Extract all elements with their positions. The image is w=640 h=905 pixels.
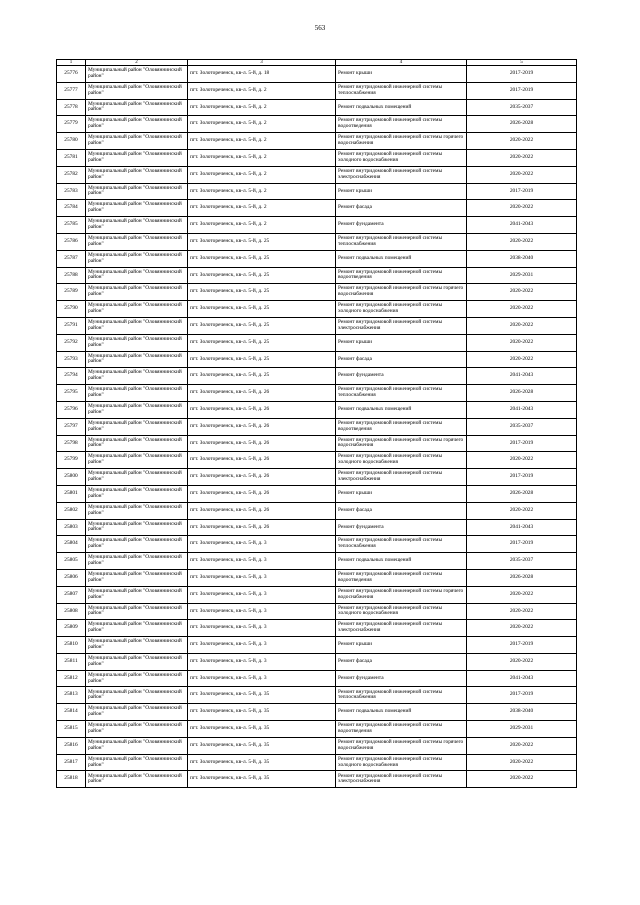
- period-cell: 2020-2022: [467, 284, 577, 301]
- work-type-cell: Ремонт крыши: [336, 183, 467, 200]
- row-number-cell: 25778: [57, 99, 86, 116]
- address-cell: пгт. Золотореченск, кв-л. 5-й, д. 2: [188, 149, 336, 166]
- work-type-cell: Ремонт фундамента: [336, 217, 467, 234]
- address-cell: пгт. Золотореченск, кв-л. 5-й, д. 35: [188, 704, 336, 721]
- district-cell: Муниципальный район "Оловяннинский район": [86, 754, 188, 771]
- work-type-cell: Ремонт фасада: [336, 502, 467, 519]
- table-row: [57, 200, 577, 217]
- period-cell: 2020-2022: [467, 200, 577, 217]
- row-number-cell: 25785: [57, 217, 86, 234]
- row-number-cell: 25780: [57, 133, 86, 150]
- row-number-cell: 25800: [57, 469, 86, 486]
- district-cell: Муниципальный район "Оловяннинский район": [86, 721, 188, 738]
- row-number-cell: 25794: [57, 368, 86, 385]
- address-cell: пгт. Золотореченск, кв-л. 5-й, д. 3: [188, 653, 336, 670]
- table-row: [57, 670, 577, 687]
- work-type-cell: Ремонт внутридомовой инженерной системы электроснабжения: [336, 620, 467, 637]
- period-cell: 2026-2028: [467, 116, 577, 133]
- table-row: [57, 452, 577, 469]
- work-type-cell: Ремонт внутридомовой инженерной системы холодного водоснабжения: [336, 149, 467, 166]
- table-row: [57, 267, 577, 284]
- address-cell: пгт. Золотореченск, кв-л. 5-й, д. 25: [188, 334, 336, 351]
- district-cell: Муниципальный район "Оловяннинский район": [86, 737, 188, 754]
- address-cell: пгт. Золотореченск, кв-л. 5-й, д. 2: [188, 116, 336, 133]
- district-cell: Муниципальный район "Оловяннинский район": [86, 166, 188, 183]
- table-row: [57, 519, 577, 536]
- address-cell: пгт. Золотореченск, кв-л. 5-й, д. 26: [188, 469, 336, 486]
- table-row: [57, 66, 577, 83]
- table-row: [57, 284, 577, 301]
- work-type-cell: Ремонт подвальных помещений: [336, 401, 467, 418]
- table-row: [57, 82, 577, 99]
- table-row: [57, 149, 577, 166]
- district-cell: Муниципальный район "Оловяннинский район": [86, 351, 188, 368]
- address-cell: пгт. Золотореченск, кв-л. 5-й, д. 26: [188, 401, 336, 418]
- period-cell: 2020-2022: [467, 586, 577, 603]
- district-cell: Муниципальный район "Оловяннинский район": [86, 637, 188, 654]
- work-type-cell: Ремонт внутридомовой инженерной системы электроснабжения: [336, 317, 467, 334]
- period-cell: 2020-2022: [467, 771, 577, 788]
- row-number-cell: 25816: [57, 737, 86, 754]
- work-type-cell: Ремонт внутридомовой инженерной системы водоотведения: [336, 116, 467, 133]
- row-number-cell: 25786: [57, 233, 86, 250]
- address-cell: пгт. Золотореченск, кв-л. 5-й, д. 3: [188, 637, 336, 654]
- row-number-cell: 25777: [57, 82, 86, 99]
- address-cell: пгт. Золотореченск, кв-л. 5-й, д. 2: [188, 166, 336, 183]
- address-cell: пгт. Золотореченск, кв-л. 5-й, д. 2: [188, 82, 336, 99]
- period-cell: 2017-2019: [467, 536, 577, 553]
- work-type-cell: Ремонт внутридомовой инженерной системы холодного водоснабжения: [336, 452, 467, 469]
- work-type-cell: Ремонт внутридомовой инженерной системы холодного водоснабжения: [336, 301, 467, 318]
- work-type-cell: Ремонт фундамента: [336, 519, 467, 536]
- work-type-cell: Ремонт внутридомовой инженерной системы водоотведения: [336, 267, 467, 284]
- work-type-cell: Ремонт внутридомовой инженерной системы горячего водоснабжения: [336, 284, 467, 301]
- district-cell: Муниципальный район "Оловяннинский район": [86, 620, 188, 637]
- register-table: [56, 59, 577, 788]
- table-row: [57, 233, 577, 250]
- district-cell: Муниципальный район "Оловяннинский район": [86, 200, 188, 217]
- period-cell: 2020-2022: [467, 620, 577, 637]
- address-cell: пгт. Золотореченск, кв-л. 5-й, д. 25: [188, 233, 336, 250]
- period-cell: 2038-2040: [467, 704, 577, 721]
- district-cell: Муниципальный район "Оловяннинский район": [86, 217, 188, 234]
- period-cell: 2041-2043: [467, 368, 577, 385]
- work-type-cell: Ремонт крыши: [336, 334, 467, 351]
- row-number-cell: 25789: [57, 284, 86, 301]
- work-type-cell: Ремонт внутридомовой инженерной системы водоотведения: [336, 569, 467, 586]
- row-number-cell: 25803: [57, 519, 86, 536]
- table-row: [57, 317, 577, 334]
- district-cell: Муниципальный район "Оловяннинский район": [86, 99, 188, 116]
- work-type-cell: Ремонт внутридомовой инженерной системы теплоснабжения: [336, 687, 467, 704]
- work-type-cell: Ремонт подвальных помещений: [336, 250, 467, 267]
- row-number-cell: 25812: [57, 670, 86, 687]
- row-number-cell: 25792: [57, 334, 86, 351]
- row-number-cell: 25797: [57, 418, 86, 435]
- district-cell: Муниципальный район "Оловяннинский район": [86, 149, 188, 166]
- row-number-cell: 25807: [57, 586, 86, 603]
- period-cell: 2017-2019: [467, 687, 577, 704]
- address-cell: пгт. Золотореченск, кв-л. 5-й, д. 3: [188, 620, 336, 637]
- work-type-cell: Ремонт внутридомовой инженерной системы холодного водоснабжения: [336, 603, 467, 620]
- work-type-cell: Ремонт подвальных помещений: [336, 704, 467, 721]
- address-cell: пгт. Золотореченск, кв-л. 5-й, д. 26: [188, 385, 336, 402]
- table-row: [57, 586, 577, 603]
- work-type-cell: Ремонт внутридомовой инженерной системы водоотведения: [336, 721, 467, 738]
- district-cell: Муниципальный район "Оловяннинский район": [86, 267, 188, 284]
- work-type-cell: Ремонт внутридомовой инженерной системы теплоснабжения: [336, 536, 467, 553]
- address-cell: пгт. Золотореченск, кв-л. 5-й, д. 25: [188, 317, 336, 334]
- work-type-cell: Ремонт фасада: [336, 200, 467, 217]
- district-cell: Муниципальный район "Оловяннинский район": [86, 317, 188, 334]
- column-number-1: 1: [57, 60, 86, 66]
- row-number-cell: 25795: [57, 385, 86, 402]
- district-cell: Муниципальный район "Оловяннинский район": [86, 82, 188, 99]
- table-row: [57, 469, 577, 486]
- period-cell: 2017-2019: [467, 82, 577, 99]
- row-number-cell: 25809: [57, 620, 86, 637]
- district-cell: Муниципальный район "Оловяннинский район": [86, 233, 188, 250]
- period-cell: 2020-2022: [467, 452, 577, 469]
- row-number-cell: 25784: [57, 200, 86, 217]
- row-number-cell: 25781: [57, 149, 86, 166]
- address-cell: пгт. Золотореченск, кв-л. 5-й, д. 26: [188, 452, 336, 469]
- table-row: [57, 435, 577, 452]
- address-cell: пгт. Золотореченск, кв-л. 5-й, д. 25: [188, 301, 336, 318]
- table-row: [57, 250, 577, 267]
- address-cell: пгт. Золотореченск, кв-л. 5-й, д. 26: [188, 418, 336, 435]
- period-cell: 2020-2022: [467, 166, 577, 183]
- address-cell: пгт. Золотореченск, кв-л. 5-й, д. 3: [188, 586, 336, 603]
- district-cell: Муниципальный район "Оловяннинский район": [86, 385, 188, 402]
- column-number-5: 5: [467, 60, 577, 66]
- period-cell: 2020-2022: [467, 754, 577, 771]
- row-number-cell: 25788: [57, 267, 86, 284]
- work-type-cell: Ремонт фасада: [336, 351, 467, 368]
- table-row: [57, 603, 577, 620]
- address-cell: пгт. Золотореченск, кв-л. 5-й, д. 3: [188, 569, 336, 586]
- district-cell: Муниципальный район "Оловяннинский район": [86, 435, 188, 452]
- district-cell: Муниципальный район "Оловяннинский район": [86, 401, 188, 418]
- address-cell: пгт. Золотореченск, кв-л. 5-й, д. 35: [188, 771, 336, 788]
- table-row: [57, 771, 577, 788]
- period-cell: 2041-2043: [467, 670, 577, 687]
- address-cell: пгт. Золотореченск, кв-л. 5-й, д. 26: [188, 485, 336, 502]
- period-cell: 2020-2022: [467, 351, 577, 368]
- period-cell: 2017-2019: [467, 66, 577, 83]
- district-cell: Муниципальный район "Оловяннинский район": [86, 133, 188, 150]
- table-row: [57, 385, 577, 402]
- district-cell: Муниципальный район "Оловяннинский район": [86, 502, 188, 519]
- table-row: [57, 502, 577, 519]
- address-cell: пгт. Золотореченск, кв-л. 5-й, д. 26: [188, 502, 336, 519]
- address-cell: пгт. Золотореченск, кв-л. 5-й, д. 2: [188, 200, 336, 217]
- district-cell: Муниципальный район "Оловяннинский район": [86, 66, 188, 83]
- page-number: 563: [314, 24, 326, 32]
- row-number-cell: 25783: [57, 183, 86, 200]
- period-cell: 2026-2028: [467, 385, 577, 402]
- work-type-cell: Ремонт внутридомовой инженерной системы теплоснабжения: [336, 233, 467, 250]
- row-number-cell: 25808: [57, 603, 86, 620]
- district-cell: Муниципальный район "Оловяннинский район": [86, 687, 188, 704]
- table-row: [57, 485, 577, 502]
- address-cell: пгт. Золотореченск, кв-л. 5-й, д. 25: [188, 267, 336, 284]
- register-table-body: [57, 60, 577, 788]
- period-cell: 2041-2043: [467, 217, 577, 234]
- period-cell: 2035-2037: [467, 99, 577, 116]
- district-cell: Муниципальный район "Оловяннинский район": [86, 116, 188, 133]
- period-cell: 2026-2028: [467, 485, 577, 502]
- column-number-4: 4: [336, 60, 467, 66]
- work-type-cell: Ремонт фундамента: [336, 670, 467, 687]
- table-row: [57, 704, 577, 721]
- table-row: [57, 301, 577, 318]
- period-cell: 2020-2022: [467, 301, 577, 318]
- row-number-cell: 25793: [57, 351, 86, 368]
- work-type-cell: Ремонт внутридомовой инженерной системы горячего водоснабжения: [336, 133, 467, 150]
- row-number-cell: 25791: [57, 317, 86, 334]
- row-number-cell: 25817: [57, 754, 86, 771]
- row-number-cell: 25810: [57, 637, 86, 654]
- district-cell: Муниципальный район "Оловяннинский район": [86, 670, 188, 687]
- work-type-cell: Ремонт внутридомовой инженерной системы электроснабжения: [336, 166, 467, 183]
- work-type-cell: Ремонт крыши: [336, 66, 467, 83]
- district-cell: Муниципальный район "Оловяннинский район": [86, 653, 188, 670]
- address-cell: пгт. Золотореченск, кв-л. 5-й, д. 2: [188, 133, 336, 150]
- table-row: [57, 334, 577, 351]
- address-cell: пгт. Золотореченск, кв-л. 5-й, д. 26: [188, 519, 336, 536]
- work-type-cell: Ремонт крыши: [336, 637, 467, 654]
- address-cell: пгт. Золотореченск, кв-л. 5-й, д. 3: [188, 536, 336, 553]
- work-type-cell: Ремонт внутридомовой инженерной системы холодного водоснабжения: [336, 754, 467, 771]
- address-cell: пгт. Золотореченск, кв-л. 5-й, д. 25: [188, 284, 336, 301]
- address-cell: пгт. Золотореченск, кв-л. 5-й, д. 35: [188, 754, 336, 771]
- district-cell: Муниципальный район "Оловяннинский район": [86, 603, 188, 620]
- column-number-3: 3: [188, 60, 336, 66]
- district-cell: Муниципальный район "Оловяннинский район": [86, 452, 188, 469]
- address-cell: пгт. Золотореченск, кв-л. 5-й, д. 25: [188, 250, 336, 267]
- table-row: [57, 166, 577, 183]
- table-row: [57, 754, 577, 771]
- table-row: [57, 737, 577, 754]
- table-row: [57, 721, 577, 738]
- period-cell: 2020-2022: [467, 603, 577, 620]
- period-cell: 2035-2037: [467, 553, 577, 570]
- period-cell: 2041-2043: [467, 519, 577, 536]
- address-cell: пгт. Золотореченск, кв-л. 5-й, д. 2: [188, 217, 336, 234]
- address-cell: пгт. Золотореченск, кв-л. 5-й, д. 2: [188, 183, 336, 200]
- table-row: [57, 99, 577, 116]
- period-cell: 2020-2022: [467, 502, 577, 519]
- district-cell: Муниципальный район "Оловяннинский район": [86, 469, 188, 486]
- period-cell: 2020-2022: [467, 317, 577, 334]
- row-number-cell: 25814: [57, 704, 86, 721]
- table-row: [57, 116, 577, 133]
- period-cell: 2029-2031: [467, 721, 577, 738]
- district-cell: Муниципальный район "Оловяннинский район": [86, 183, 188, 200]
- work-type-cell: Ремонт внутридомовой инженерной системы электроснабжения: [336, 469, 467, 486]
- table-row: [57, 653, 577, 670]
- address-cell: пгт. Золотореченск, кв-л. 5-й, д. 25: [188, 368, 336, 385]
- district-cell: Муниципальный район "Оловяннинский район": [86, 704, 188, 721]
- address-cell: пгт. Золотореченск, кв-л. 5-й, д. 35: [188, 721, 336, 738]
- period-cell: 2035-2037: [467, 418, 577, 435]
- row-number-cell: 25804: [57, 536, 86, 553]
- table-row: [57, 133, 577, 150]
- table-row: [57, 620, 577, 637]
- period-cell: 2029-2031: [467, 267, 577, 284]
- table-row: [57, 183, 577, 200]
- row-number-cell: 25796: [57, 401, 86, 418]
- district-cell: Муниципальный район "Оловяннинский район": [86, 485, 188, 502]
- period-cell: 2020-2022: [467, 133, 577, 150]
- row-number-cell: 25799: [57, 452, 86, 469]
- district-cell: Муниципальный район "Оловяннинский район": [86, 301, 188, 318]
- row-number-cell: 25790: [57, 301, 86, 318]
- row-number-cell: 25815: [57, 721, 86, 738]
- district-cell: Муниципальный район "Оловяннинский район": [86, 536, 188, 553]
- column-number-2: 2: [86, 60, 188, 66]
- period-cell: 2017-2019: [467, 469, 577, 486]
- work-type-cell: Ремонт внутридомовой инженерной системы водоотведения: [336, 418, 467, 435]
- address-cell: пгт. Золотореченск, кв-л. 5-й, д. 35: [188, 687, 336, 704]
- district-cell: Муниципальный район "Оловяннинский район": [86, 771, 188, 788]
- period-cell: 2017-2019: [467, 435, 577, 452]
- row-number-cell: 25779: [57, 116, 86, 133]
- work-type-cell: Ремонт фундамента: [336, 368, 467, 385]
- work-type-cell: Ремонт внутридомовой инженерной системы горячего водоснабжения: [336, 435, 467, 452]
- work-type-cell: Ремонт внутридомовой инженерной системы горячего водоснабжения: [336, 737, 467, 754]
- period-cell: 2017-2019: [467, 183, 577, 200]
- address-cell: пгт. Золотореченск, кв-л. 5-й, д. 3: [188, 670, 336, 687]
- table-row: [57, 418, 577, 435]
- district-cell: Муниципальный район "Оловяннинский район": [86, 569, 188, 586]
- row-number-cell: 25787: [57, 250, 86, 267]
- work-type-cell: Ремонт фасада: [336, 653, 467, 670]
- row-number-cell: 25801: [57, 485, 86, 502]
- district-cell: Муниципальный район "Оловяннинский район": [86, 553, 188, 570]
- period-cell: 2020-2022: [467, 737, 577, 754]
- address-cell: пгт. Золотореченск, кв-л. 5-й, д. 26: [188, 435, 336, 452]
- district-cell: Муниципальный район "Оловяннинский район": [86, 519, 188, 536]
- address-cell: пгт. Золотореченск, кв-л. 5-й, д. 3: [188, 553, 336, 570]
- district-cell: Муниципальный район "Оловяннинский район": [86, 586, 188, 603]
- row-number-cell: 25776: [57, 66, 86, 83]
- work-type-cell: Ремонт подвальных помещений: [336, 553, 467, 570]
- table-row: [57, 553, 577, 570]
- table-row: [57, 401, 577, 418]
- table-row: [57, 637, 577, 654]
- address-cell: пгт. Золотореченск, кв-л. 5-й, д. 18: [188, 66, 336, 83]
- district-cell: Муниципальный район "Оловяннинский район": [86, 284, 188, 301]
- row-number-cell: 25782: [57, 166, 86, 183]
- row-number-cell: 25802: [57, 502, 86, 519]
- row-number-cell: 25805: [57, 553, 86, 570]
- period-cell: 2020-2022: [467, 653, 577, 670]
- table-row: [57, 687, 577, 704]
- table-row: [57, 569, 577, 586]
- work-type-cell: Ремонт внутридомовой инженерной системы теплоснабжения: [336, 385, 467, 402]
- address-cell: пгт. Золотореченск, кв-л. 5-й, д. 35: [188, 737, 336, 754]
- district-cell: Муниципальный район "Оловяннинский район": [86, 334, 188, 351]
- work-type-cell: Ремонт внутридомовой инженерной системы теплоснабжения: [336, 82, 467, 99]
- work-type-cell: Ремонт внутридомовой инженерной системы горячего водоснабжения: [336, 586, 467, 603]
- work-type-cell: Ремонт подвальных помещений: [336, 99, 467, 116]
- table-row: [57, 217, 577, 234]
- work-type-cell: Ремонт внутридомовой инженерной системы электроснабжения: [336, 771, 467, 788]
- address-cell: пгт. Золотореченск, кв-л. 5-й, д. 25: [188, 351, 336, 368]
- work-type-cell: Ремонт крыши: [336, 485, 467, 502]
- address-cell: пгт. Золотореченск, кв-л. 5-й, д. 3: [188, 603, 336, 620]
- district-cell: Муниципальный район "Оловяннинский район": [86, 368, 188, 385]
- period-cell: 2026-2028: [467, 569, 577, 586]
- row-number-cell: 25806: [57, 569, 86, 586]
- row-number-cell: 25798: [57, 435, 86, 452]
- period-cell: 2020-2022: [467, 334, 577, 351]
- district-cell: Муниципальный район "Оловяннинский район": [86, 418, 188, 435]
- table-row: [57, 351, 577, 368]
- period-cell: 2038-2040: [467, 250, 577, 267]
- district-cell: Муниципальный район "Оловяннинский район": [86, 250, 188, 267]
- period-cell: 2041-2043: [467, 401, 577, 418]
- period-cell: 2017-2019: [467, 637, 577, 654]
- row-number-cell: 25813: [57, 687, 86, 704]
- table-row: [57, 536, 577, 553]
- row-number-cell: 25818: [57, 771, 86, 788]
- period-cell: 2020-2022: [467, 233, 577, 250]
- period-cell: 2020-2022: [467, 149, 577, 166]
- address-cell: пгт. Золотореченск, кв-л. 5-й, д. 2: [188, 99, 336, 116]
- table-row: [57, 368, 577, 385]
- row-number-cell: 25811: [57, 653, 86, 670]
